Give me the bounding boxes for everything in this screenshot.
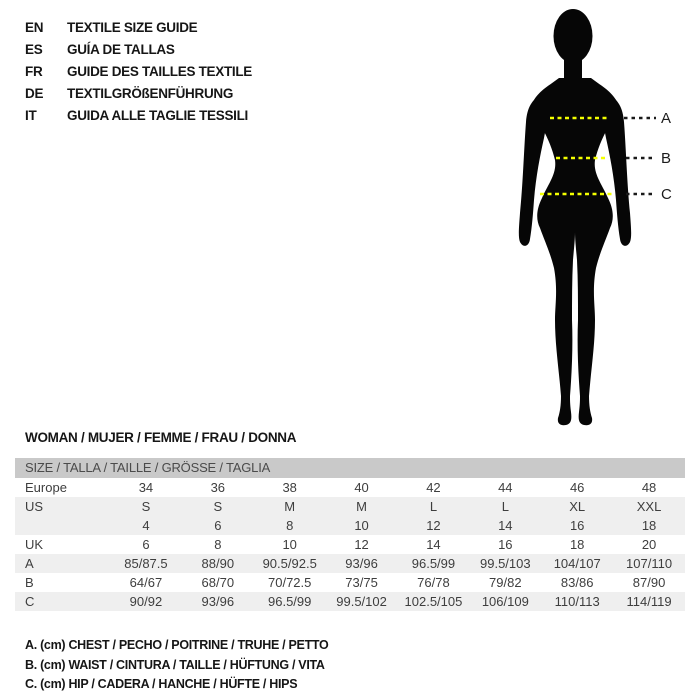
size-cell: L (501, 499, 509, 514)
size-cell: 16 (498, 537, 513, 552)
size-table-row (15, 535, 685, 554)
size-cell: 64/67 (129, 575, 163, 590)
size-table-row (15, 592, 685, 611)
size-table-header: SIZE / TALLA / TAILLE / GRÖSSE / TAGLIA (15, 458, 685, 478)
size-cell: 114/119 (626, 594, 672, 609)
size-cell: 48 (641, 480, 657, 495)
size-cell: 18 (641, 518, 657, 533)
size-cell: 90.5/92.5 (262, 556, 317, 571)
size-cell: 4 (142, 518, 150, 533)
size-table-row (15, 516, 685, 535)
size-row-label (15, 516, 110, 535)
size-cell: XXL (636, 499, 662, 514)
size-cell: 88/90 (201, 556, 235, 571)
size-cell: S (213, 499, 223, 514)
size-cell: 68/70 (201, 575, 235, 590)
size-cell: 36 (210, 480, 226, 495)
size-row-label: Europe (25, 480, 67, 495)
language-title: GUIDA ALLE TAGLIE TESSILI (67, 107, 248, 123)
size-table-row (15, 497, 685, 516)
size-cell: 42 (426, 480, 441, 495)
size-cell: 93/96 (201, 594, 235, 609)
language-code: ES (25, 42, 43, 58)
language-title: GUÍA DE TALLAS (67, 42, 175, 58)
size-cell: 10 (282, 537, 297, 552)
size-cell: 90/92 (129, 594, 163, 609)
size-table-row (15, 478, 685, 497)
size-cell: 38 (282, 480, 297, 495)
size-cell: 44 (498, 480, 513, 495)
chest-label: A (661, 110, 672, 127)
size-cell: 12 (354, 537, 369, 552)
size-cell: 18 (569, 537, 585, 552)
size-cell: 79/82 (489, 575, 522, 590)
size-cell: 96.5/99 (411, 556, 456, 571)
size-cell: 85/87.5 (124, 556, 168, 571)
size-cell: 16 (569, 518, 585, 533)
legend-line: B. (cm) WAIST / CINTURA / TAILLE / HÜFTUNG / VITA (25, 657, 325, 672)
size-cell: 8 (214, 537, 222, 552)
size-cell: 106/109 (481, 594, 529, 609)
size-cell: 6 (214, 518, 222, 533)
size-cell: 70/72.5 (268, 575, 312, 590)
language-code: FR (25, 63, 43, 79)
size-cell: 96.5/99 (268, 594, 312, 609)
size-row-label: B (25, 575, 34, 590)
size-cell: 40 (354, 480, 369, 495)
size-cell: 34 (138, 480, 154, 495)
woman-silhouette-figure (460, 0, 700, 440)
language-row (25, 17, 252, 39)
size-cell: M (356, 499, 367, 514)
size-cell: 87/90 (632, 575, 666, 590)
size-row-label: A (25, 556, 34, 571)
size-cell: 14 (498, 518, 513, 533)
size-table (15, 458, 685, 611)
size-row-label: UK (25, 537, 44, 552)
size-cell: 46 (569, 480, 585, 495)
size-row-label: C (25, 594, 35, 609)
size-cell: 102.5/105 (404, 594, 463, 609)
size-cell: 83/86 (560, 575, 594, 590)
size-cell: 99.5/103 (480, 556, 531, 571)
size-cell: 6 (142, 537, 150, 552)
hip-label: C (661, 186, 672, 203)
torso-legs-shape (533, 78, 617, 425)
neck-shape (564, 44, 582, 82)
language-list (25, 17, 252, 126)
size-cell: M (284, 499, 296, 514)
section-title-woman: WOMAN / MUJER / FEMME / FRAU / DONNA (25, 430, 297, 445)
language-title: GUIDE DES TAILLES TEXTILE (67, 63, 253, 79)
size-cell: 73/75 (345, 575, 378, 590)
size-cell: 110/113 (554, 594, 600, 609)
legend-line: A. (cm) CHEST / PECHO / POITRINE / TRUHE / PETTO (25, 638, 329, 652)
size-row-label: US (25, 499, 44, 514)
language-row (25, 39, 252, 61)
size-table-body (15, 478, 685, 611)
size-cell: 107/110 (626, 556, 673, 571)
language-code: DE (25, 85, 44, 101)
size-table-row (15, 573, 685, 592)
language-row (25, 104, 252, 126)
language-row (25, 61, 252, 83)
language-title: TEXTILGRÖßENFÜHRUNG (67, 85, 234, 101)
waist-label: B (661, 150, 672, 167)
language-row (25, 82, 252, 104)
size-cell: 93/96 (345, 556, 378, 571)
size-cell: 10 (354, 518, 369, 533)
legend-line: C. (cm) HIP / CADERA / HANCHE / HÜFTE / HIPS (25, 677, 298, 691)
size-cell: L (429, 499, 438, 514)
size-cell: 8 (286, 518, 294, 533)
size-cell: 99.5/102 (336, 594, 387, 609)
size-cell: 12 (426, 518, 441, 533)
language-code: IT (25, 107, 37, 123)
language-title: TEXTILE SIZE GUIDE (67, 20, 198, 36)
size-cell: 104/107 (553, 556, 601, 571)
size-table-row (15, 554, 685, 573)
size-cell: S (141, 499, 151, 514)
measurement-legend (25, 636, 328, 695)
woman-silhouette-icon (519, 9, 631, 425)
size-cell: 20 (641, 537, 657, 552)
language-code: EN (25, 20, 44, 36)
size-cell: 76/78 (417, 575, 450, 590)
size-cell: 14 (426, 537, 441, 552)
size-cell: XL (569, 499, 586, 514)
